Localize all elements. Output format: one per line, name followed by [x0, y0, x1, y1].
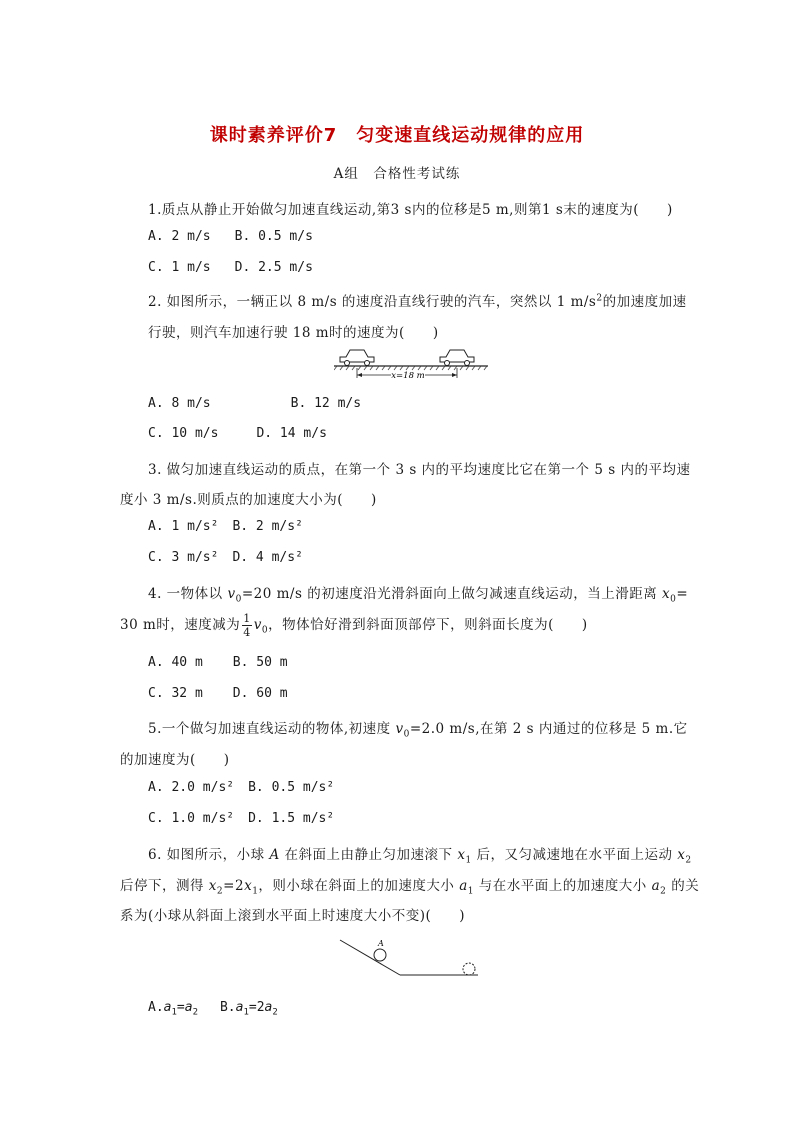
q6-option-b-a2-sub: 2 [272, 1007, 278, 1018]
q6-options-row1 [148, 1000, 278, 1018]
q5-stem-line1 [148, 717, 688, 740]
q6-option-b-a2: a [264, 1000, 273, 1015]
q4-v0: v [227, 586, 236, 602]
q6-option-b-rel: =2 [248, 1000, 265, 1015]
q1-options-row1 [148, 229, 313, 244]
q5-option-b[interactable]: B. 0.5 m/s² [248, 780, 335, 795]
q4-x0: x [661, 586, 671, 602]
q3-option-c[interactable]: C. 3 m/s² [148, 550, 219, 565]
q6-eq-b: x [244, 878, 253, 894]
q6-a2: a [651, 878, 661, 894]
ball-icon [374, 949, 386, 961]
q6-text-d: 后停下，测得 [120, 878, 209, 894]
q6-a2-sub: 2 [660, 886, 667, 897]
q4-text-a: 4. 一物体以 [148, 586, 228, 602]
q2-option-c[interactable]: C. 10 m/s [148, 426, 219, 441]
q5-option-c[interactable]: C. 1.0 m/s² [148, 811, 235, 826]
q3-stem-line1: 3. 做匀加速直线运动的质点，在第一个 3 s 内的平均速度比它在第一个 5 s 内的平均速 [148, 462, 691, 478]
q1-option-d[interactable]: D. 2.5 m/s [234, 260, 313, 275]
q6-x2-sub: 2 [685, 855, 692, 866]
q1-option-b[interactable]: B. 0.5 m/s [234, 229, 313, 244]
q6-option-b-a1: a [235, 1000, 244, 1015]
q6-option-a-a2-sub: 2 [192, 1007, 198, 1018]
q6-eq-a-sub: 2 [216, 886, 224, 897]
q4-text-b: =20 m/s 的初速度沿光滑斜面向上做匀减速直线运动，当上滑距离 [241, 586, 662, 602]
q6-text-g: 的关 [666, 878, 700, 894]
car-figure [334, 346, 488, 380]
q6-stem-line2 [120, 874, 699, 897]
q6-option-a-a1: a [163, 1000, 172, 1015]
car-right-icon [440, 350, 474, 366]
q6-stem-line1 [148, 843, 692, 866]
q2-stem-text-a: 2. 如图所示，一辆正以 8 m/s 的速度沿直线行驶的汽车，突然以 1 m/s [148, 294, 597, 310]
q5-v0-sub: 0 [403, 729, 410, 740]
group-heading: A组 合格性考试练 [333, 166, 461, 182]
q4-frac-den: 4 [243, 626, 251, 639]
q2-figure-label: x=18 m [391, 371, 425, 380]
q4-x0-sub: 0 [670, 594, 677, 605]
q6-figure-label: A [378, 939, 384, 948]
q5-v0: v [395, 721, 404, 737]
page-title: 课时素养评价7 匀变速直线运动规律的应用 [209, 125, 585, 146]
q2-option-b[interactable]: B. 12 m/s [290, 396, 362, 411]
q6-stem-line3: 系为(小球从斜面上滚到水平面上时速度大小不变)( ) [120, 908, 466, 924]
q4-v0-2: v [253, 617, 262, 633]
q5-text-a: 5.一个做匀加速直线运动的物体,初速度 [148, 721, 396, 737]
q4-stem-line1 [148, 582, 688, 605]
q6-text-b: 在斜面上由静止匀加速滚下 [279, 847, 458, 863]
q2-options-row1 [148, 396, 361, 411]
q2-stem-text-b: 的加速度加速 [602, 294, 687, 310]
q1-option-a[interactable]: A. 2 m/s [148, 229, 211, 244]
ball-dashed-icon [463, 963, 475, 975]
q4-option-c[interactable]: C. 32 m [148, 686, 203, 701]
q6-option-b[interactable] [220, 1000, 278, 1018]
q6-eq-a: x [208, 878, 217, 894]
q6-option-a-a2: a [184, 1000, 193, 1015]
q4-option-d[interactable]: D. 60 m [232, 686, 288, 701]
q5-option-d[interactable]: D. 1.5 m/s² [248, 811, 335, 826]
q6-x1-sub: 1 [465, 855, 472, 866]
q3-options-row2 [148, 550, 303, 565]
q6-x1: x [457, 847, 466, 863]
q6-text-a: 6. 如图所示，小球 [148, 847, 270, 863]
q1-option-c[interactable]: C. 1 m/s [148, 260, 211, 275]
q2-stem-line2: 行驶，则汽车加速行驶 18 m时的速度为( ) [148, 325, 439, 341]
q5-option-a[interactable]: A. 2.0 m/s² [148, 780, 235, 795]
q4-text-e: ，物体恰好滑到斜面顶部停下，则斜面长度为( ) [268, 617, 588, 633]
q1-options-row2 [148, 260, 313, 275]
q2-stem-line1 [148, 290, 687, 310]
q3-options-row1 [148, 519, 303, 534]
car-left-icon [340, 350, 374, 366]
q6-text-e: ，则小球在斜面上的加速度大小 [258, 878, 460, 894]
q4-v0-sub-2: 0 [261, 625, 269, 636]
q4-option-b[interactable]: B. 50 m [232, 655, 288, 670]
q6-a1: a [459, 878, 468, 894]
q2-option-d[interactable]: D. 14 m/s [256, 426, 327, 441]
q6-option-b-a1-sub: 1 [243, 1007, 249, 1018]
q4-frac-num: 1 [243, 612, 251, 625]
q3-option-b[interactable]: B. 2 m/s² [232, 519, 303, 534]
q6-text-c: 后，又匀减速地在水平面上运动 [471, 847, 678, 863]
q6-text-f: 与在水平面上的加速度大小 [474, 878, 652, 894]
q6-option-a[interactable] [148, 1000, 198, 1018]
q6-ball: A [269, 847, 280, 863]
q6-option-a-rel: = [176, 1000, 185, 1015]
q4-v0-sub: 0 [235, 594, 242, 605]
q2-option-a[interactable]: A. 8 m/s [148, 396, 211, 411]
q5-text-b: =2.0 m/s,在第 2 s 内通过的位移是 5 m.它 [409, 721, 688, 737]
q4-stem-line2 [120, 612, 588, 639]
q2-stem-sup: 2 [596, 293, 603, 304]
q4-options-row2 [148, 686, 288, 701]
q3-option-d[interactable]: D. 4 m/s² [232, 550, 303, 565]
q4-fraction [242, 612, 252, 639]
q6-eq-b-sub: 1 [252, 886, 259, 897]
q3-option-a[interactable]: A. 1 m/s² [148, 519, 219, 534]
q6-option-a-prefix: A. [148, 1000, 164, 1015]
q6-option-a-a1-sub: 1 [171, 1007, 177, 1018]
q5-options-row1 [148, 780, 334, 795]
q4-options-row1 [148, 655, 288, 670]
q1-stem: 1.质点从静止开始做匀加速直线运动,第3 s内的位移是5 m,则第1 s末的速度为( ) [148, 202, 673, 218]
q4-text-c: = [676, 586, 689, 602]
q6-a1-sub: 1 [467, 886, 475, 897]
slope-figure [336, 934, 482, 980]
q2-options-row2 [148, 426, 327, 441]
q5-stem-line2: 的加速度为( ) [120, 752, 230, 768]
q5-options-row2 [148, 811, 334, 826]
q4-option-a[interactable]: A. 40 m [148, 655, 203, 670]
q3-stem-line2: 度小 3 m/s.则质点的加速度大小为( ) [120, 492, 377, 508]
q6-option-b-prefix: B. [219, 1000, 236, 1015]
q6-eq-mid: =2 [223, 878, 245, 894]
q6-x2: x [677, 847, 686, 863]
q4-text-d: 30 m时，速度减为 [120, 617, 241, 633]
